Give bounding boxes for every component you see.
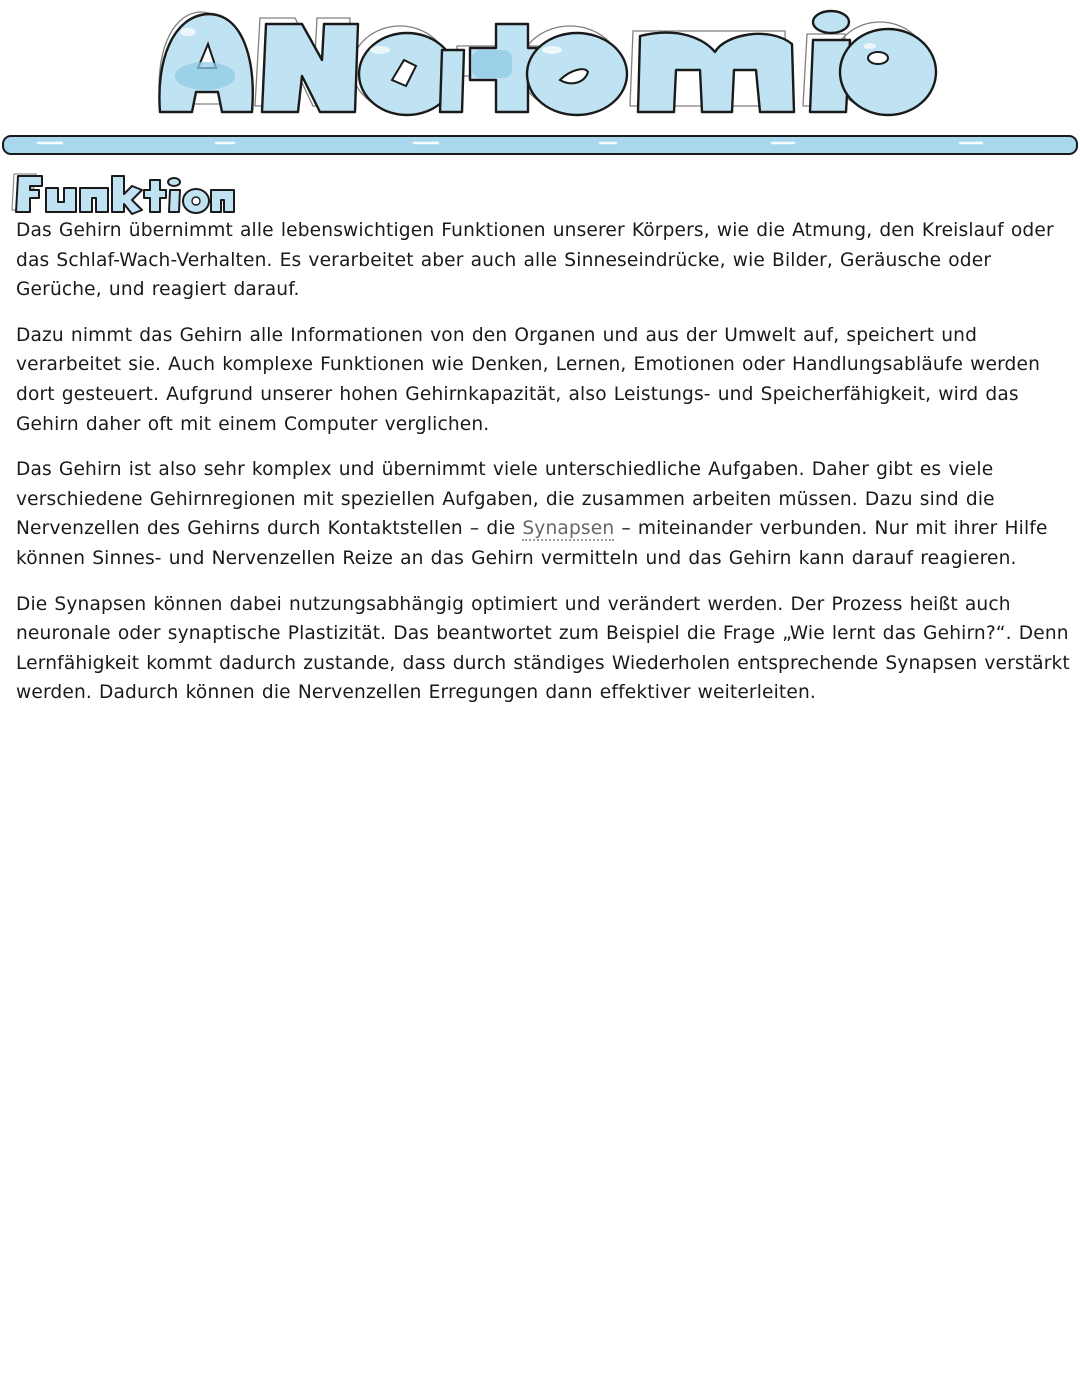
header-divider-bar (2, 134, 1078, 156)
title-logo (0, 0, 1080, 130)
paragraph-synapses-before: Das Gehirn ist also sehr komplex und übernimmt viele unterschiedliche Aufgaben. Daher gibt es viele verschiedene Gehirnregionen mit speziellen Aufgaben, die zusammen arbeiten müssen. Dazu sind die Nervenzellen des Gehirns durch Kontaktstellen – die (16, 459, 995, 540)
synapsen-keyword-link[interactable]: Synapsen (522, 518, 615, 540)
section-heading-logo (8, 168, 238, 218)
paragraph-plasticity: Die Synapsen können dabei nutzungsabhängig optimiert und verändert werden. Der Prozess heißt auch neuronale oder synaptische Plastizität. Das beantwortet zum Beispiel die Frage „Wie lernt das Gehirn?“. Denn Lernfähigkeit kommt dadurch zustande, dass durch ständiges Wiederholen entsprechende Synapsen verstärkt werden. Dadurch können die Nervenzellen Erregungen dann effektiver weiterleiten. (16, 593, 1070, 704)
main-content (16, 216, 1072, 724)
page-header (0, 0, 1080, 130)
paragraph-information: Dazu nimmt das Gehirn alle Informationen von den Organen und aus der Umwelt auf, speichert und verarbeitet sie. Auch komplexe Funktionen wie Denken, Lernen, Emotionen oder Handlungsabläufe werden dort gesteuert. Aufgrund unserer hohen Gehirnkapazität, also Leistungs- und Speicherfähigkeit, wird das Gehirn daher oft mit einem Computer verglichen. (16, 324, 1041, 435)
paragraph-functions: Das Gehirn übernimmt alle lebenswichtigen Funktionen unserer Körpers, wie die Atmung, den Kreislauf oder das Schlaf-Wach-Verhalten. Es verarbeitet aber auch alle Sinneseindrücke, wie Bilder, Geräusche oder Gerüche, und reagiert darauf. (16, 220, 1054, 301)
paragraph-synapses (16, 455, 1072, 573)
paragraph-synapses-after: – miteinander verbunden. Nur mit ihrer Hilfe können Sinnes- und Nervenzellen Reize an das Gehirn vermitteln und das Gehirn kann darauf reagieren. (16, 518, 1048, 569)
